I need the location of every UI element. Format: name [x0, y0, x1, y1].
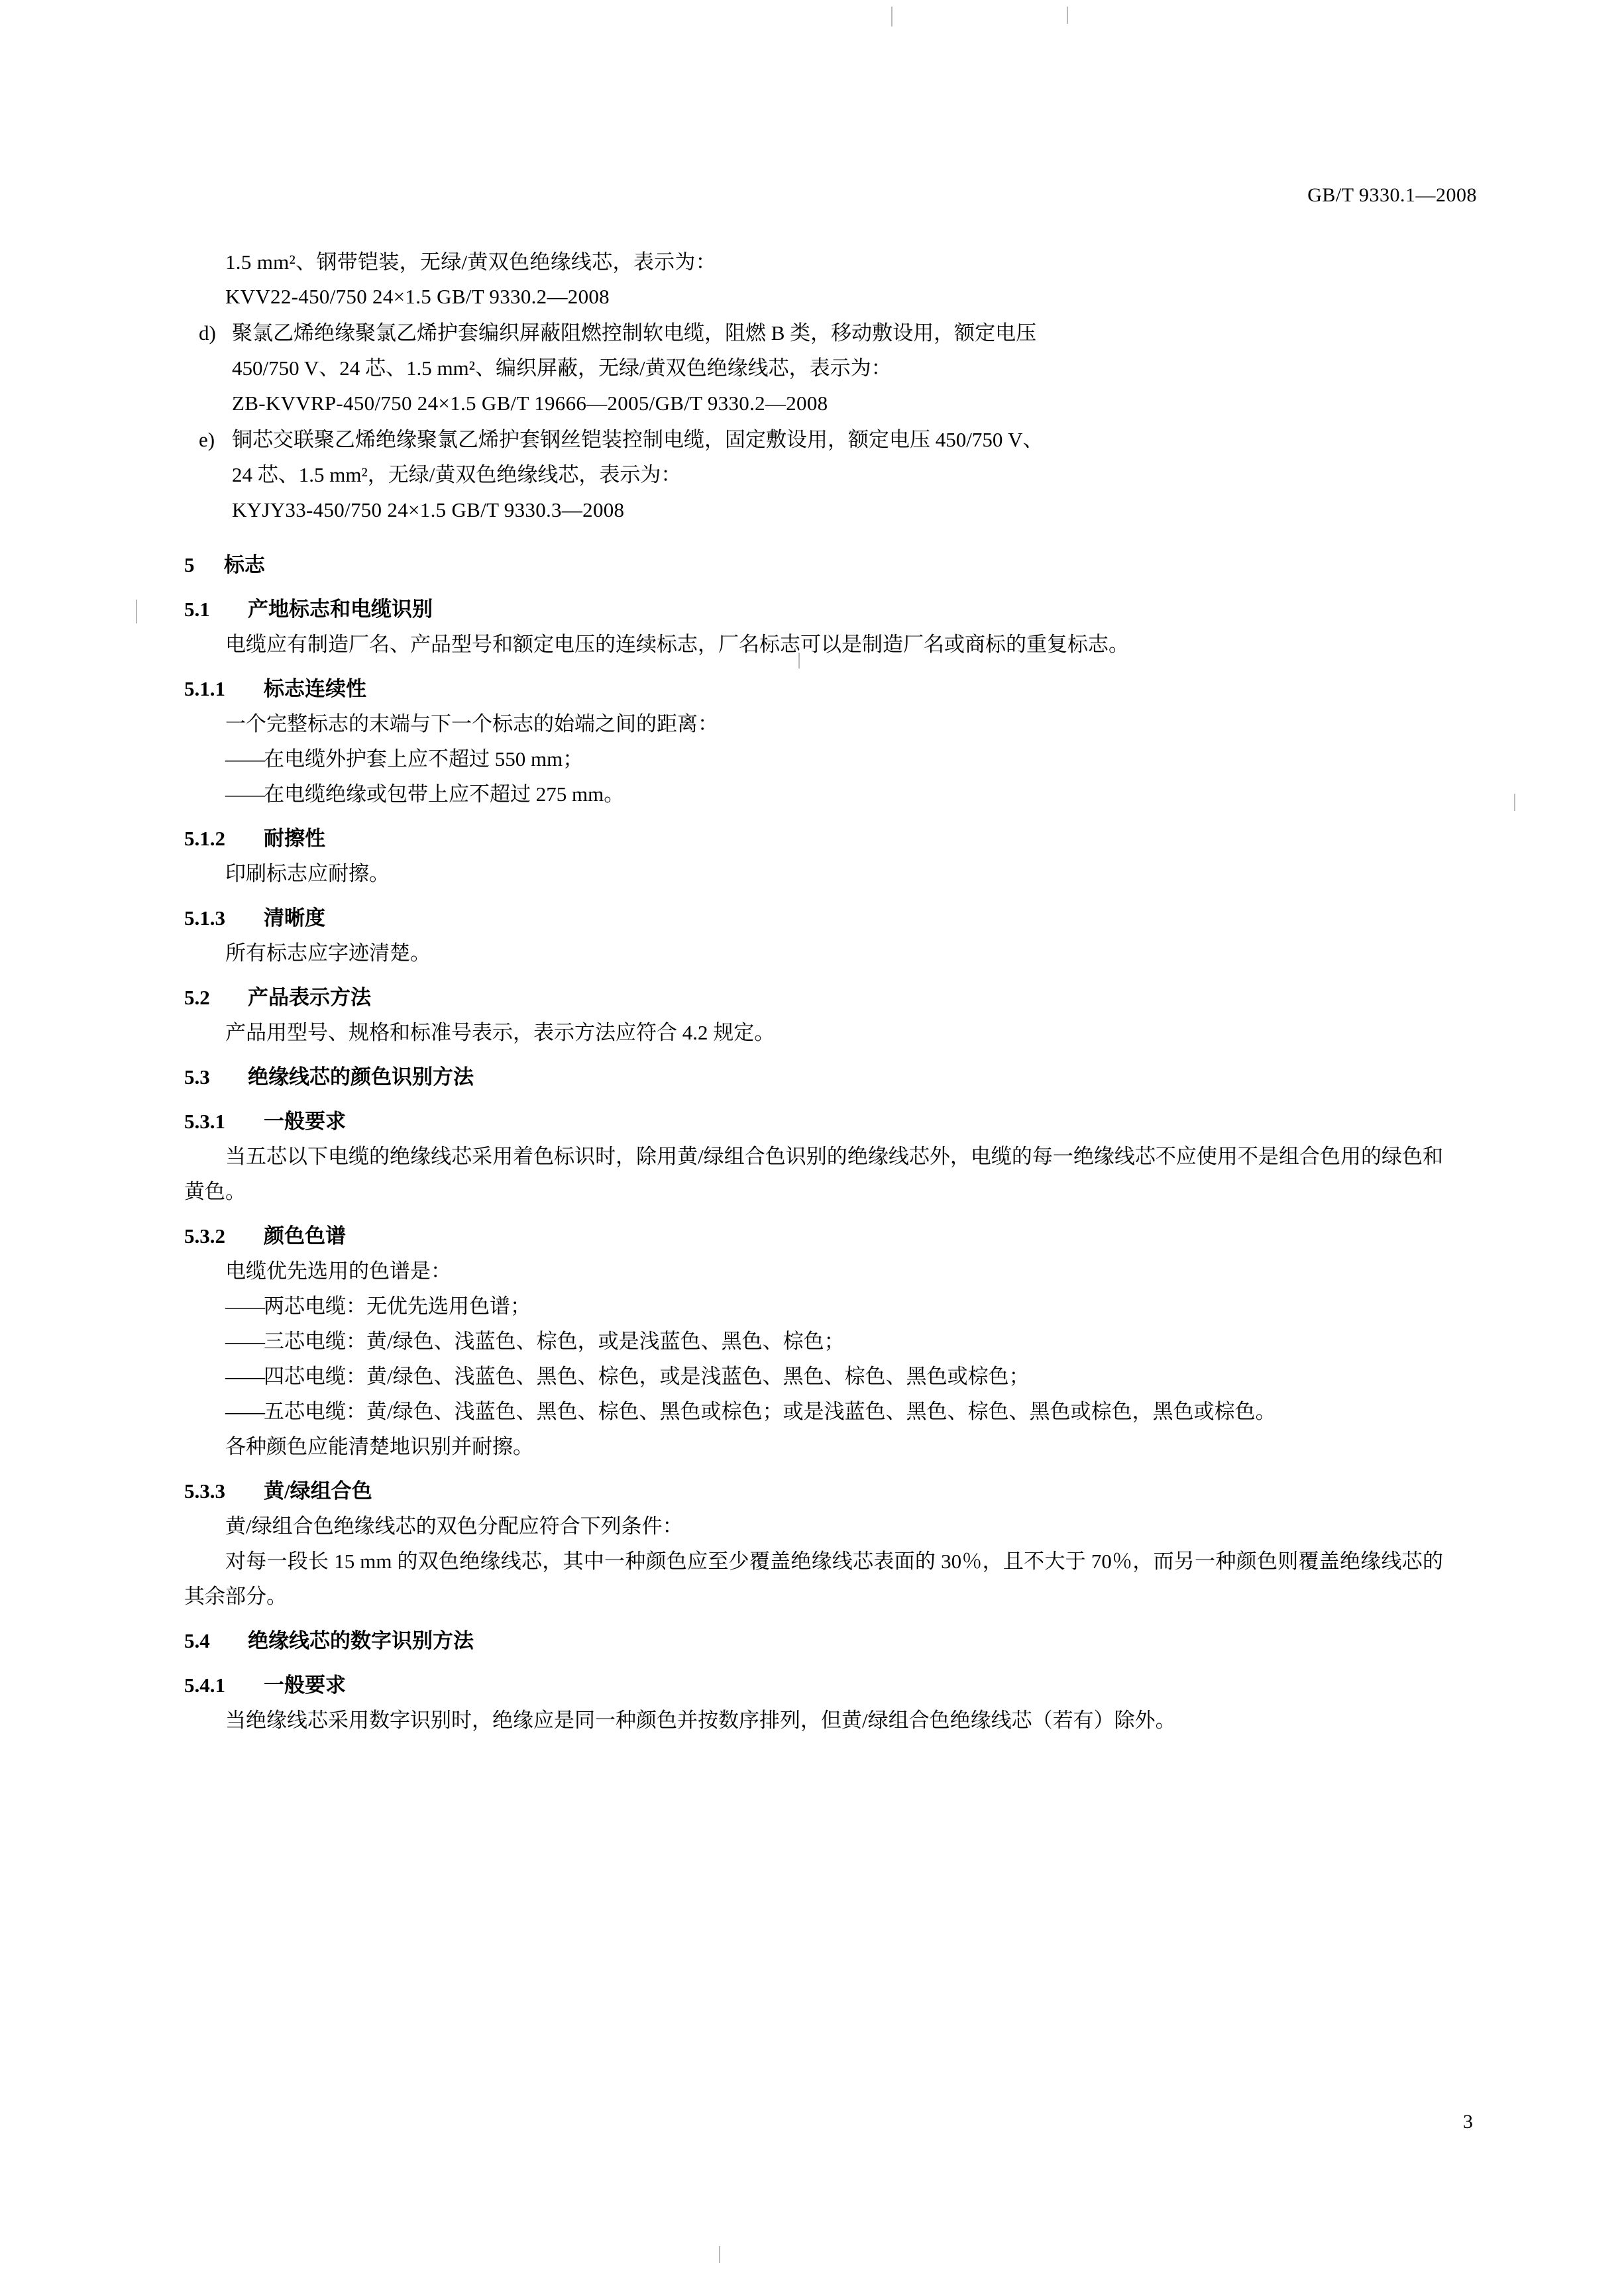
crop-mark-right [1514, 794, 1515, 811]
section-number: 5.3.2 [184, 1224, 225, 1248]
crop-mark-bottom [719, 2246, 720, 2263]
example-c-line2: KVV22-450/750 24×1.5 GB/T 9330.2—2008 [225, 285, 610, 308]
dash-list-item [184, 776, 1443, 812]
section-heading-5-1-2 [184, 821, 1443, 856]
example-c-line1: 1.5 mm²、钢带铠装，无绿/黄双色绝缘线芯，表示为： [225, 250, 717, 274]
list-line: 24 芯、1.5 mm²，无绿/黄双色绝缘线芯，表示为： [232, 463, 682, 486]
section-title: 一般要求 [264, 1674, 346, 1697]
section-title: 产品表示方法 [248, 986, 371, 1009]
dash-list-item [184, 741, 1443, 776]
dash-list-item [184, 1359, 1443, 1394]
paragraph: 对每一段长 15 mm 的双色绝缘线芯，其中一种颜色应至少覆盖绝缘线芯表面的 30％，且不大于 70％，而另一种颜色则覆盖绝缘线芯的其余部分。 [184, 1550, 1443, 1608]
paragraph: 当五芯以下电缆的绝缘线芯采用着色标识时，除用黄/绿组合色识别的绝缘线芯外，电缆的每一绝缘线芯不应使用不是组合色用的绿色和黄色。 [184, 1145, 1443, 1203]
section-heading-5 [184, 547, 1443, 582]
section-heading-5-2 [184, 980, 1443, 1015]
section-title: 一般要求 [264, 1110, 346, 1133]
paragraph: 一个完整标志的末端与下一个标志的始端之间的距离： [225, 712, 718, 735]
section-number: 5.3.1 [184, 1110, 225, 1133]
section-title: 产地标志和电缆识别 [248, 598, 433, 621]
section-number: 5.1.1 [184, 677, 225, 700]
list-line: 450/750 V、24 芯、1.5 mm²、编织屏蔽，无绿/黄双色绝缘线芯，表示为： [232, 356, 892, 380]
dash-lead: —— [225, 1295, 264, 1318]
section-number: 5 [184, 553, 195, 576]
paragraph: 所有标志应字迹清楚。 [225, 941, 431, 965]
section-title: 绝缘线芯的颜色识别方法 [248, 1065, 474, 1089]
section-heading-5-1-1 [184, 671, 1443, 706]
paragraph: 电缆优先选用的色谱是： [225, 1259, 451, 1283]
dash-lead: —— [225, 747, 264, 771]
list-body [232, 422, 1443, 527]
section-heading-5-3-3 [184, 1473, 1443, 1509]
paragraph: 电缆应有制造厂名、产品型号和额定电压的连续标志，厂名标志可以是制造厂名或商标的重复标志。 [225, 633, 1129, 656]
dash-lead: —— [225, 782, 264, 806]
dash-text: 在电缆外护套上应不超过 550 mm； [264, 747, 584, 771]
section-heading-5-1 [184, 592, 1443, 627]
paragraph: 印刷标志应耐擦。 [225, 862, 390, 885]
list-body [232, 315, 1443, 421]
section-heading-5-3-2 [184, 1218, 1443, 1253]
page-header-standard-number: GB/T 9330.1—2008 [1307, 184, 1477, 206]
dash-lead: —— [225, 1400, 264, 1423]
list-item [184, 422, 1443, 527]
list-line-code: KYJY33-450/750 24×1.5 GB/T 9330.3—2008 [232, 498, 625, 521]
section-number: 5.1.2 [184, 827, 225, 850]
section-title: 标志 [224, 553, 265, 576]
section-number: 5.3 [184, 1065, 210, 1089]
crop-mark-top-right [1067, 7, 1068, 24]
dash-text: 四芯电缆：黄/绿色、浅蓝色、黑色、棕色，或是浅蓝色、黑色、棕色、黑色或棕色； [264, 1365, 1030, 1388]
section-number: 5.3.3 [184, 1479, 225, 1503]
list-item [184, 315, 1443, 421]
dash-text: 五芯电缆：黄/绿色、浅蓝色、黑色、棕色、黑色或棕色；或是浅蓝色、黑色、棕色、黑色或棕色，黑色或棕色。 [264, 1400, 1276, 1423]
section-title: 颜色色谱 [264, 1224, 346, 1248]
dash-lead: —— [225, 1330, 264, 1353]
crop-mark-left-upper [136, 600, 137, 623]
paragraph: 各种颜色应能清楚地识别并耐擦。 [225, 1435, 533, 1458]
dash-text: 在电缆绝缘或包带上应不超过 275 mm。 [264, 782, 625, 806]
dash-list-item [184, 1394, 1443, 1429]
section-number: 5.4.1 [184, 1674, 225, 1697]
paragraph: 当绝缘线芯采用数字识别时，绝缘应是同一种颜色并按数序排列，但黄/绿组合色绝缘线芯（若有）除外。 [225, 1709, 1176, 1732]
section-heading-5-4-1 [184, 1668, 1443, 1703]
dash-list-item [184, 1289, 1443, 1324]
list-marker: d) [199, 321, 216, 345]
section-heading-5-3 [184, 1059, 1443, 1094]
section-number: 5.2 [184, 986, 210, 1009]
section-number: 5.1 [184, 598, 210, 621]
list-line: 铜芯交联聚乙烯绝缘聚氯乙烯护套钢丝铠装控制电缆，固定敷设用，额定电压 450/750 V、 [232, 428, 1044, 451]
dash-lead: —— [225, 1365, 264, 1388]
page-number: 3 [1463, 2111, 1473, 2133]
crop-mark-top-left [891, 7, 893, 27]
document-body [184, 245, 1443, 1738]
section-number: 5.4 [184, 1629, 210, 1652]
section-heading-5-1-3 [184, 900, 1443, 935]
paragraph: 产品用型号、规格和标准号表示，表示方法应符合 4.2 规定。 [225, 1021, 775, 1044]
dash-list-item [184, 1324, 1443, 1359]
section-title: 黄/绿组合色 [264, 1479, 372, 1503]
list-line: 聚氯乙烯绝缘聚氯乙烯护套编织屏蔽阻燃控制软电缆，阻燃 B 类，移动敷设用，额定电压 [232, 321, 1037, 345]
dash-text: 三芯电缆：黄/绿色、浅蓝色、棕色，或是浅蓝色、黑色、棕色； [264, 1330, 845, 1353]
section-title: 绝缘线芯的数字识别方法 [248, 1629, 474, 1652]
list-marker: e) [199, 428, 215, 451]
section-number: 5.1.3 [184, 906, 225, 930]
section-heading-5-4 [184, 1623, 1443, 1658]
paragraph: 黄/绿组合色绝缘线芯的双色分配应符合下列条件： [225, 1515, 683, 1538]
list-line-code: ZB-KVVRP-450/750 24×1.5 GB/T 19666—2005/GB/T 9330.2—2008 [232, 392, 828, 415]
section-title: 清晰度 [264, 906, 325, 930]
section-heading-5-3-1 [184, 1104, 1443, 1139]
section-title: 标志连续性 [264, 677, 366, 700]
dash-text: 两芯电缆：无优先选用色谱； [264, 1295, 531, 1318]
section-title: 耐擦性 [264, 827, 325, 850]
